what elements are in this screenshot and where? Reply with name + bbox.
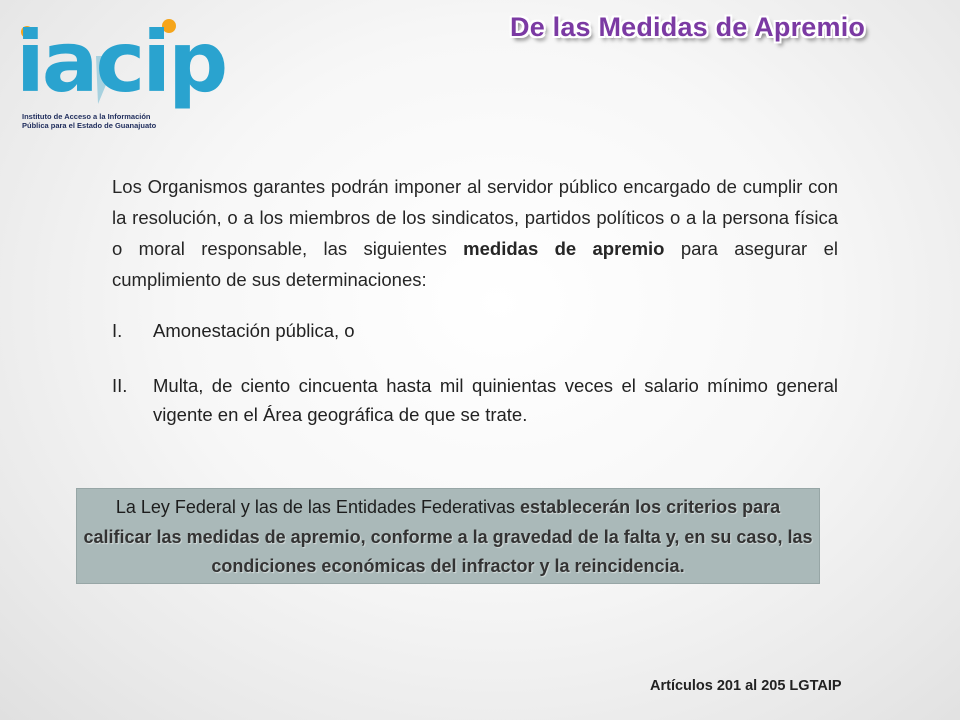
logo-subtitle-line1: Instituto de Acceso a la Información	[22, 112, 151, 121]
intro-paragraph	[112, 171, 838, 295]
logo-subtitle-line2	[22, 121, 252, 130]
logo-wordmark: iacip	[16, 13, 226, 111]
logo-subtitle-text: Pública para el Estado de	[22, 121, 113, 130]
intro-text-before: Los Organismos garantes podrán imponer al servidor público encargado de cumplir con la resolución, o a los miembros de los sindicatos, partidos políticos o a la persona física o moral responsable, las siguientes	[112, 176, 838, 259]
page-title: De las Medidas de Apremio	[510, 12, 866, 42]
iacip-logo	[14, 14, 246, 136]
list-item-numeral: I.	[112, 320, 123, 341]
logo-subtitle	[22, 112, 252, 130]
list-item-text: Multa, de ciento cincuenta hasta mil quinientas veces el salario mínimo general vigente en el Área geográfica de que se trate.	[153, 375, 838, 425]
note-text-emphasis: establecerán los criterios para calificar las medidas de apremio, conforme a la gravedad de la falta y, en su caso, las condiciones económicas del infractor y la reincidencia.	[83, 497, 813, 576]
logo-subtitle-state: Guanajuato	[114, 121, 157, 130]
list-item-text: Amonestación pública, o	[153, 320, 355, 341]
source-citation: Artículos 201 al 205 LGTAIP	[650, 678, 842, 694]
intro-text-after: para asegurar el cumplimiento de sus determinaciones:	[112, 238, 838, 290]
list-item	[112, 316, 838, 345]
list-item	[112, 371, 838, 429]
note-box	[76, 488, 820, 584]
list-item-numeral: II.	[112, 375, 128, 396]
measures-list	[112, 316, 838, 455]
intro-text-bold: medidas de apremio	[463, 238, 665, 259]
note-text-plain: La Ley Federal y las de las Entidades Federativas	[115, 497, 521, 517]
